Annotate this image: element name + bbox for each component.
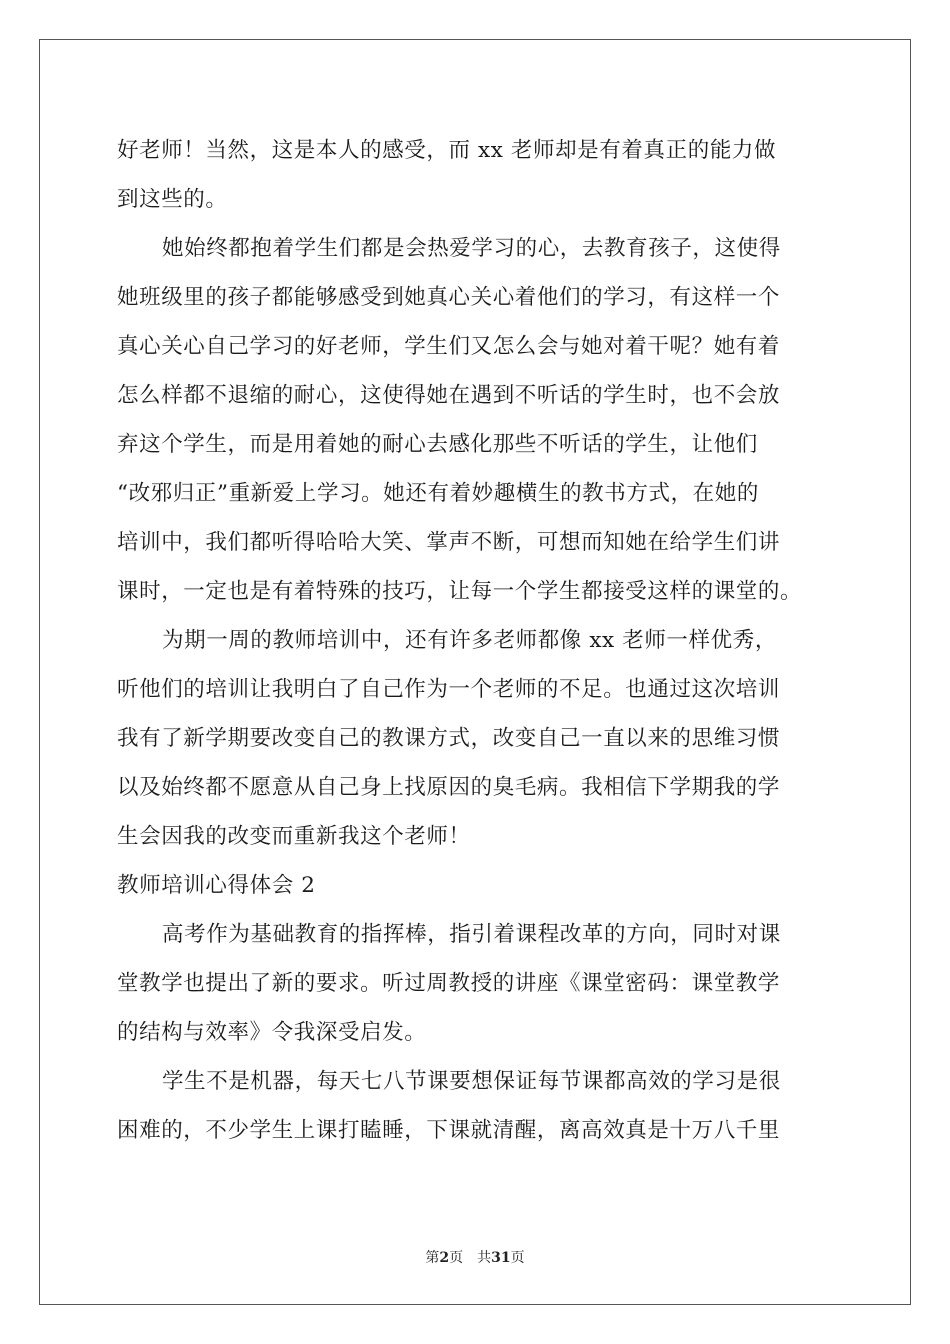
text-line: 我有了新学期要改变自己的教课方式，改变自己一直以来的思维习惯 [117,726,781,751]
text-line: 真心关心自己学习的好老师，学生们又怎么会与她对着干呢？她有着 [117,334,781,359]
text-line: 堂教学也提出了新的要求。听过周教授的讲座《课堂密码：课堂教学 [117,971,781,996]
text-line: 到这些的。 [117,187,228,212]
text-line: 听他们的培训让我明白了自己作为一个老师的不足。也通过这次培训 [117,677,781,702]
text-line: 困难的，不少学生上课打瞌睡，下课就清醒，离高效真是十万八千里 [117,1118,781,1143]
total-pages: 31 [491,1250,511,1266]
text-line: “改邪归正”重新爱上学习。她还有着妙趣横生的教书方式，在她的 [117,481,759,506]
total-prefix: 共 [477,1250,492,1266]
total-suffix: 页 [510,1250,525,1266]
page-prefix: 第 [425,1250,440,1266]
text-line: 好老师！当然，这是本人的感受，而 xx 老师却是有着真正的能力做 [117,138,777,163]
document-body [117,126,837,1155]
paragraph-start: 学生不是机器，每天七八节课要想保证每节课都高效的学习是很 [162,1069,781,1094]
text-line: 生会因我的改变而重新我这个老师！ [117,824,471,849]
paragraph-start: 她始终都抱着学生们都是会热爱学习的心，去教育孩子，这使得 [162,236,781,261]
text-line: 以及始终都不愿意从自己身上找原因的臭毛病。我相信下学期我的学 [117,775,781,800]
page-number: 2 [439,1250,450,1266]
page-suffix: 页 [449,1250,464,1266]
text-line: 弃这个学生，而是用着她的耐心去感化那些不听话的学生，让他们 [117,432,758,457]
text-line: 课时，一定也是有着特殊的技巧，让每一个学生都接受这样的课堂的。 [117,579,803,604]
paragraph-start: 高考作为基础教育的指挥棒，指引着课程改革的方向，同时对课 [162,922,781,947]
text-line: 培训中，我们都听得哈哈大笑、掌声不断，可想而知她在给学生们讲 [117,530,781,555]
page-footer [0,1247,950,1267]
section-heading: 教师培训心得体会 2 [117,873,316,898]
text-line: 怎么样都不退缩的耐心，这使得她在遇到不听话的学生时，也不会放 [117,383,781,408]
text-line: 她班级里的孩子都能够感受到她真心关心着他们的学习，有这样一个 [117,285,781,310]
text-line: 的结构与效率》令我深受启发。 [117,1020,427,1045]
paragraph-start: 为期一周的教师培训中，还有许多老师都像 xx 老师一样优秀， [162,628,777,653]
